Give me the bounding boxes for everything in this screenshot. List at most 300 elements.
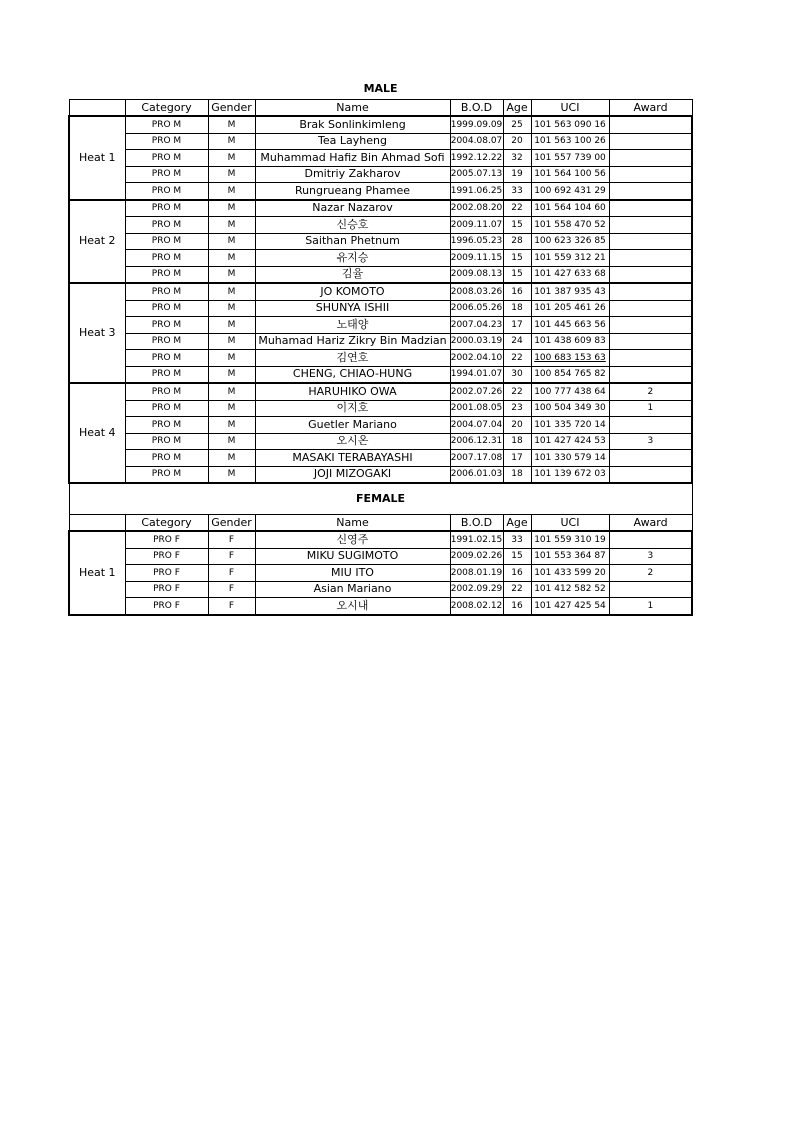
age-text: 17: [511, 319, 523, 330]
category-cell: [125, 283, 208, 300]
name-cell: [255, 200, 450, 217]
award-text: 1: [647, 600, 654, 611]
category-cell: [125, 183, 208, 200]
category-text: PRO M: [151, 386, 182, 397]
category-cell: [125, 417, 208, 434]
column-header-name: Name: [255, 515, 450, 532]
name-text: JOJI MIZOGAKI: [313, 467, 392, 481]
age-cell: [503, 233, 531, 250]
uci-cell: [531, 565, 609, 582]
uci-cell: [531, 366, 609, 383]
name-text: 김연호: [336, 350, 369, 364]
gender-text: F: [228, 584, 235, 595]
bod-cell: [450, 400, 503, 417]
name-text: HARUHIKO OWA: [308, 384, 397, 398]
award-text: 1: [647, 403, 654, 414]
category-cell: [125, 200, 208, 217]
uci-text: 101 564 100 56: [534, 169, 606, 180]
table-row: [69, 317, 692, 334]
bod-cell: [450, 466, 503, 483]
category-text: PRO M: [151, 219, 182, 230]
gender-text: M: [227, 436, 236, 447]
uci-text: 100 623 326 85: [534, 236, 606, 247]
age-text: 30: [511, 369, 523, 380]
table-row: [69, 350, 692, 367]
name-text: Guetler Mariano: [308, 417, 397, 431]
header-row: [69, 515, 692, 532]
age-text: 20: [511, 419, 523, 430]
uci-cell: [531, 450, 609, 467]
gender-cell: [208, 565, 255, 582]
name-cell: [255, 565, 450, 582]
name-cell: [255, 300, 450, 317]
gender-text: M: [227, 452, 236, 463]
table-row: [69, 183, 692, 200]
gender-text: M: [227, 236, 236, 247]
category-cell: [125, 233, 208, 250]
category-text: PRO M: [151, 403, 182, 414]
award-cell: [609, 200, 692, 217]
column-header-age: Age: [503, 515, 531, 532]
award-cell: [609, 400, 692, 417]
age-text: 20: [511, 136, 523, 147]
gender-text: M: [227, 136, 236, 147]
age-text: 17: [511, 452, 523, 463]
header-blank-cell: [69, 100, 125, 117]
bod-text: 2008.03.26: [450, 286, 503, 297]
category-text: PRO M: [151, 286, 182, 297]
age-text: 22: [511, 352, 523, 363]
name-text: 이지호: [336, 401, 369, 415]
age-cell: [503, 548, 531, 565]
uci-text: 101 445 663 56: [534, 319, 606, 330]
bod-text: 2005.07.13: [450, 169, 503, 180]
uci-cell: [531, 531, 609, 548]
uci-text: 100 504 349 30: [534, 403, 606, 414]
bod-cell: [450, 116, 503, 133]
uci-text: 101 335 720 14: [534, 419, 606, 430]
uci-text: 100 777 438 64: [534, 386, 606, 397]
uci-text: 101 564 104 60: [534, 203, 606, 214]
name-cell: [255, 283, 450, 300]
age-text: 33: [511, 534, 523, 545]
table-row: [69, 581, 692, 598]
age-cell: [503, 150, 531, 167]
bod-cell: [450, 133, 503, 150]
uci-text: 100 692 431 29: [534, 185, 606, 196]
category-cell: [125, 116, 208, 133]
uci-text: 101 387 935 43: [534, 286, 606, 297]
award-cell: [609, 598, 692, 615]
uci-cell: [531, 466, 609, 483]
bod-cell: [450, 383, 503, 400]
table-row: [69, 266, 692, 283]
name-text: 신영주: [336, 532, 369, 546]
uci-cell: [531, 250, 609, 267]
bod-text: 2006.12.31: [450, 436, 503, 447]
table-row: [69, 116, 692, 133]
bod-text: 2009.11.07: [450, 219, 503, 230]
category-text: PRO M: [151, 469, 182, 480]
age-text: 18: [511, 303, 523, 314]
name-cell: [255, 133, 450, 150]
bod-cell: [450, 200, 503, 217]
table-row: [69, 250, 692, 267]
uci-text: 100 683 153 63: [534, 352, 606, 363]
age-cell: [503, 300, 531, 317]
bod-text: 1992.12.22: [450, 152, 503, 163]
bod-text: 2002.08.20: [450, 203, 503, 214]
name-cell: [255, 266, 450, 283]
age-cell: [503, 200, 531, 217]
name-text: Muhammad Hafiz Bin Ahmad Sofi: [260, 150, 445, 164]
category-text: PRO M: [151, 169, 182, 180]
bod-cell: [450, 266, 503, 283]
column-header-age: Age: [503, 100, 531, 117]
bod-text: 1994.01.07: [450, 369, 503, 380]
age-text: 22: [511, 584, 523, 595]
award-cell: [609, 531, 692, 548]
gender-text: M: [227, 286, 236, 297]
uci-text: 101 553 364 87: [534, 551, 606, 562]
bod-text: 2009.08.13: [450, 269, 503, 280]
award-cell: [609, 150, 692, 167]
category-cell: [125, 317, 208, 334]
name-cell: [255, 183, 450, 200]
results-sheet: [68, 78, 691, 616]
name-text: CHENG, CHIAO-HUNG: [292, 367, 413, 381]
award-cell: [609, 581, 692, 598]
uci-text: 101 557 739 00: [534, 152, 606, 163]
uci-text: 101 563 100 26: [534, 136, 606, 147]
category-cell: [125, 250, 208, 267]
gender-cell: [208, 417, 255, 434]
age-text: 16: [511, 600, 523, 611]
bod-text: 2008.01.19: [450, 567, 503, 578]
award-cell: [609, 166, 692, 183]
age-cell: [503, 250, 531, 267]
name-cell: [255, 417, 450, 434]
uci-cell: [531, 581, 609, 598]
heat-label: Heat 1: [69, 531, 125, 615]
name-cell: [255, 150, 450, 167]
age-text: 22: [511, 203, 523, 214]
gender-cell: [208, 366, 255, 383]
uci-cell: [531, 333, 609, 350]
gender-text: M: [227, 219, 236, 230]
gender-cell: [208, 266, 255, 283]
age-cell: [503, 116, 531, 133]
category-text: PRO F: [153, 551, 180, 562]
category-text: PRO M: [151, 185, 182, 196]
uci-text: 101 427 425 54: [534, 600, 606, 611]
name-cell: [255, 450, 450, 467]
gender-cell: [208, 166, 255, 183]
age-cell: [503, 400, 531, 417]
category-text: PRO M: [151, 203, 182, 214]
category-text: PRO M: [151, 303, 182, 314]
name-cell: [255, 116, 450, 133]
name-text: Nazar Nazarov: [312, 201, 393, 215]
name-cell: [255, 233, 450, 250]
section-title-row: [69, 78, 692, 100]
category-text: PRO M: [151, 136, 182, 147]
column-header-award: Award: [609, 515, 692, 532]
gender-cell: [208, 200, 255, 217]
bod-text: 2004.07.04: [450, 419, 503, 430]
award-text: 2: [647, 567, 654, 578]
column-header-name: Name: [255, 100, 450, 117]
table-row: [69, 333, 692, 350]
award-text: 2: [647, 386, 654, 397]
table-row: [69, 283, 692, 300]
bod-text: 2002.07.26: [450, 386, 503, 397]
award-cell: [609, 116, 692, 133]
name-text: 신승호: [336, 217, 369, 231]
category-text: PRO M: [151, 236, 182, 247]
gender-cell: [208, 598, 255, 615]
section-title-row: [69, 483, 692, 515]
gender-cell: [208, 217, 255, 234]
bod-cell: [450, 433, 503, 450]
age-cell: [503, 217, 531, 234]
name-text: Rungrueang Phamee: [294, 183, 411, 197]
name-cell: [255, 317, 450, 334]
gender-cell: [208, 116, 255, 133]
gender-cell: [208, 333, 255, 350]
name-text: Tea Layheng: [318, 134, 387, 148]
table-row: [69, 531, 692, 548]
category-cell: [125, 565, 208, 582]
category-cell: [125, 531, 208, 548]
age-cell: [503, 531, 531, 548]
column-header-gender: Gender: [208, 100, 255, 117]
category-text: PRO F: [153, 600, 180, 611]
name-text: Asian Mariano: [313, 582, 392, 596]
bod-text: 2009.02.26: [450, 551, 503, 562]
uci-cell: [531, 150, 609, 167]
bod-text: 1999.09.09: [450, 119, 503, 130]
gender-text: M: [227, 303, 236, 314]
name-cell: [255, 250, 450, 267]
category-text: PRO M: [151, 369, 182, 380]
age-text: 15: [511, 219, 523, 230]
uci-cell: [531, 433, 609, 450]
category-cell: [125, 400, 208, 417]
uci-text: 101 427 633 68: [534, 269, 606, 280]
gender-text: M: [227, 252, 236, 263]
age-cell: [503, 350, 531, 367]
age-cell: [503, 133, 531, 150]
uci-text: 101 330 579 14: [534, 452, 606, 463]
category-text: PRO M: [151, 152, 182, 163]
uci-text: 101 438 609 83: [534, 336, 606, 347]
age-cell: [503, 565, 531, 582]
uci-cell: [531, 548, 609, 565]
age-cell: [503, 333, 531, 350]
bod-cell: [450, 233, 503, 250]
table-row: [69, 400, 692, 417]
award-cell: [609, 317, 692, 334]
table-row: [69, 217, 692, 234]
uci-cell: [531, 116, 609, 133]
column-header-category: Category: [125, 100, 208, 117]
name-text: 노태양: [336, 317, 369, 331]
table-row: [69, 233, 692, 250]
gender-text: M: [227, 119, 236, 130]
header-row: [69, 100, 692, 117]
name-cell: [255, 466, 450, 483]
category-cell: [125, 150, 208, 167]
table-row: [69, 200, 692, 217]
uci-cell: [531, 598, 609, 615]
uci-cell: [531, 383, 609, 400]
gender-cell: [208, 400, 255, 417]
uci-text: 101 427 424 53: [534, 436, 606, 447]
age-cell: [503, 317, 531, 334]
gender-text: M: [227, 403, 236, 414]
bod-text: 1991.06.25: [450, 185, 503, 196]
award-cell: [609, 133, 692, 150]
category-cell: [125, 383, 208, 400]
table-row: [69, 150, 692, 167]
gender-text: M: [227, 203, 236, 214]
name-cell: [255, 581, 450, 598]
bod-cell: [450, 183, 503, 200]
name-cell: [255, 383, 450, 400]
gender-cell: [208, 466, 255, 483]
table-row: [69, 450, 692, 467]
bod-text: 1991.02.15: [450, 534, 503, 545]
category-cell: [125, 133, 208, 150]
category-text: PRO F: [153, 567, 180, 578]
award-cell: [609, 250, 692, 267]
name-text: 오시온: [336, 434, 369, 448]
gender-text: M: [227, 369, 236, 380]
bod-cell: [450, 581, 503, 598]
category-text: PRO M: [151, 436, 182, 447]
award-cell: [609, 183, 692, 200]
bod-cell: [450, 250, 503, 267]
name-cell: [255, 350, 450, 367]
header-blank-cell: [69, 515, 125, 532]
bod-cell: [450, 217, 503, 234]
gender-cell: [208, 350, 255, 367]
category-cell: [125, 333, 208, 350]
age-cell: [503, 283, 531, 300]
age-cell: [503, 383, 531, 400]
category-cell: [125, 300, 208, 317]
gender-text: M: [227, 469, 236, 480]
age-text: 32: [511, 152, 523, 163]
category-cell: [125, 450, 208, 467]
age-cell: [503, 450, 531, 467]
category-cell: [125, 350, 208, 367]
bod-cell: [450, 317, 503, 334]
age-text: 15: [511, 269, 523, 280]
uci-cell: [531, 200, 609, 217]
uci-text: 101 558 470 52: [534, 219, 606, 230]
age-cell: [503, 166, 531, 183]
name-text: MIU ITO: [331, 565, 374, 579]
name-cell: [255, 366, 450, 383]
bod-cell: [450, 150, 503, 167]
section-title: MALE: [363, 81, 398, 95]
award-cell: [609, 450, 692, 467]
category-cell: [125, 466, 208, 483]
award-cell: [609, 300, 692, 317]
column-header-gender: Gender: [208, 515, 255, 532]
column-header-uci: UCI: [531, 515, 609, 532]
gender-text: F: [228, 551, 235, 562]
uci-text: 101 412 582 52: [534, 584, 606, 595]
uci-cell: [531, 417, 609, 434]
age-text: 22: [511, 386, 523, 397]
award-cell: [609, 366, 692, 383]
table-row: [69, 133, 692, 150]
name-cell: [255, 217, 450, 234]
gender-cell: [208, 450, 255, 467]
award-cell: [609, 266, 692, 283]
award-text: 3: [647, 551, 654, 562]
uci-text: 101 139 672 03: [534, 469, 606, 480]
uci-text: 101 205 461 26: [534, 303, 606, 314]
name-text: SHUNYA ISHII: [315, 301, 390, 315]
uci-cell: [531, 183, 609, 200]
name-cell: [255, 400, 450, 417]
bod-cell: [450, 283, 503, 300]
age-cell: [503, 581, 531, 598]
results-table: [68, 78, 693, 616]
award-cell: [609, 548, 692, 565]
bod-cell: [450, 450, 503, 467]
age-text: 23: [511, 403, 523, 414]
name-text: 김율: [341, 267, 364, 281]
award-cell: [609, 233, 692, 250]
gender-text: M: [227, 336, 236, 347]
gender-text: M: [227, 169, 236, 180]
category-cell: [125, 581, 208, 598]
category-cell: [125, 166, 208, 183]
name-text: Brak Sonlinkimleng: [299, 117, 406, 131]
gender-cell: [208, 317, 255, 334]
name-text: 유지승: [336, 250, 369, 264]
heat-label: Heat 3: [69, 283, 125, 383]
name-text: JO KOMOTO: [320, 284, 385, 298]
category-text: PRO F: [153, 534, 180, 545]
award-cell: [609, 383, 692, 400]
gender-text: M: [227, 352, 236, 363]
uci-text: 101 433 599 20: [534, 567, 606, 578]
category-text: PRO M: [151, 119, 182, 130]
bod-text: 2000.03.19: [450, 336, 503, 347]
gender-cell: [208, 133, 255, 150]
bod-cell: [450, 417, 503, 434]
name-cell: [255, 598, 450, 615]
bod-text: 2006.05.26: [450, 303, 503, 314]
gender-text: F: [228, 534, 235, 545]
table-row: [69, 598, 692, 615]
table-row: [69, 548, 692, 565]
gender-cell: [208, 548, 255, 565]
age-text: 25: [511, 119, 523, 130]
bod-text: 2006.01.03: [450, 469, 503, 480]
table-row: [69, 383, 692, 400]
uci-cell: [531, 217, 609, 234]
gender-cell: [208, 250, 255, 267]
age-text: 16: [511, 286, 523, 297]
name-text: 오시내: [336, 598, 369, 612]
